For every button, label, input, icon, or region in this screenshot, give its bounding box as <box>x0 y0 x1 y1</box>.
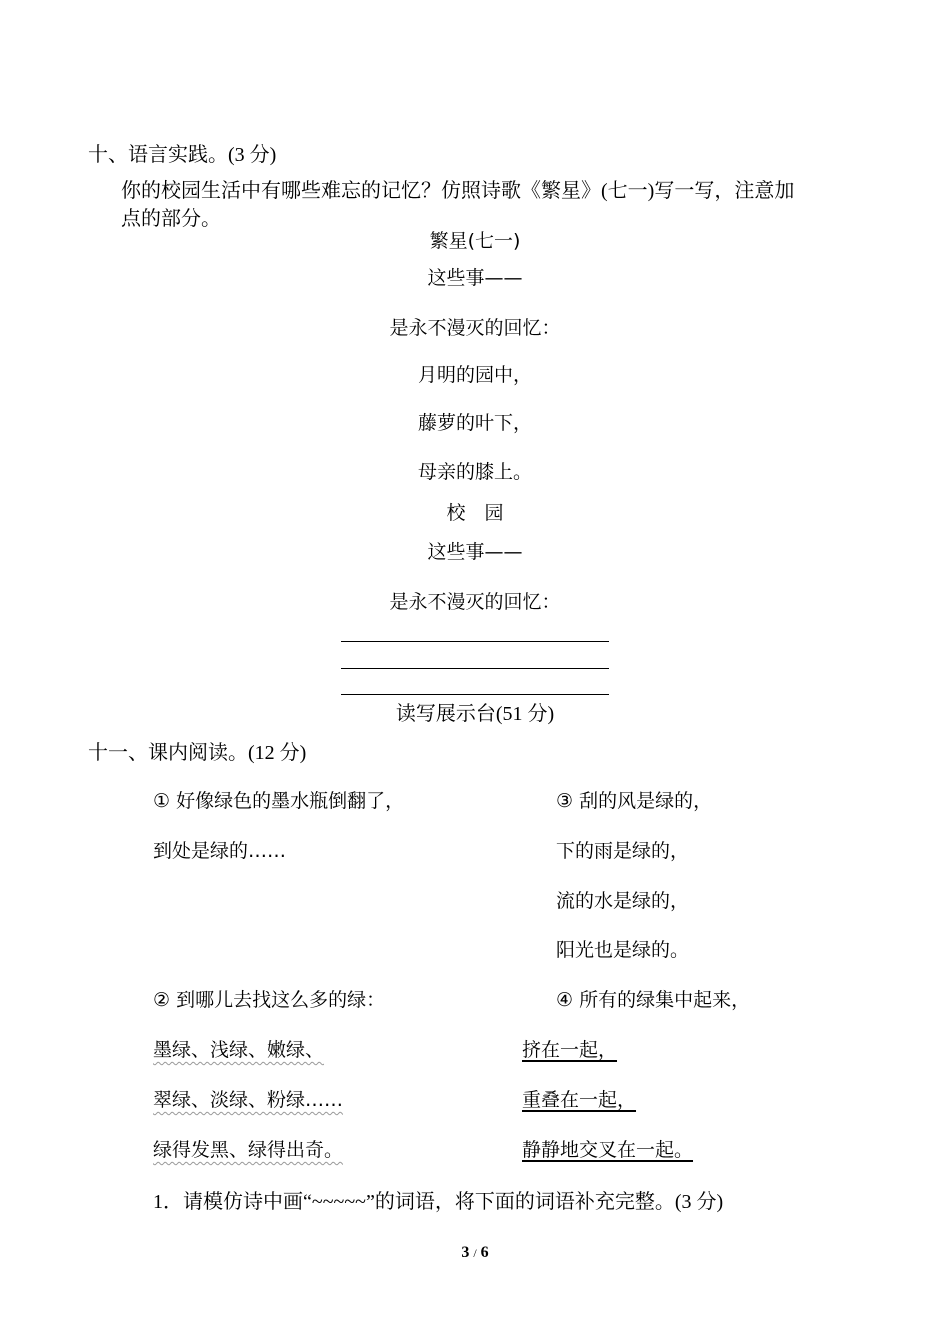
stanza-1-line: ① 好像绿色的墨水瓶倒翻了， <box>153 790 405 812</box>
stanza-2-wavy-line: 绿得发黑、绿得出奇。 <box>153 1139 344 1161</box>
stanza-3-line: ③ 刮的风是绿的， <box>556 790 713 812</box>
poem-line: 母亲的膝上。 <box>417 461 532 483</box>
stanza-3-line: 阳光也是绿的。 <box>556 939 690 961</box>
answer-blank-line[interactable] <box>341 641 609 642</box>
section-10-instruction-line-2: 点的部分。 <box>121 208 221 230</box>
stanza-3-line: 流的水是绿的， <box>556 890 690 912</box>
total-pages: 6 <box>480 1244 489 1261</box>
section-10-heading: 十、语言实践。(3 分) <box>88 144 277 166</box>
poem-line: 月明的园中， <box>417 364 532 386</box>
stanza-4-underlined-line: 重叠在一起， <box>522 1089 637 1111</box>
answer-blank-line[interactable] <box>341 668 609 669</box>
page-separator: / <box>473 1246 477 1260</box>
section-11-heading: 十一、课内阅读。(12 分) <box>88 742 307 764</box>
stanza-4-line: ④ 所有的绿集中起来， <box>556 989 751 1011</box>
stanza-4-underlined-line: 挤在一起， <box>522 1039 618 1061</box>
answer-blank-line[interactable] <box>341 694 609 695</box>
stanza-4-underlined-line: 静静地交叉在一起。 <box>522 1139 694 1161</box>
poem-line: 这些事—— <box>427 267 523 289</box>
stanza-2-line: ② 到哪儿去找这么多的绿： <box>153 989 386 1011</box>
section-banner: 读写展示台(51 分) <box>395 703 555 725</box>
stanza-2-wavy-line: 墨绿、浅绿、嫩绿、 <box>153 1039 325 1061</box>
stanza-1-line: 到处是绿的…… <box>153 840 287 862</box>
stanza-2-wavy-line: 翠绿、淡绿、粉绿…… <box>153 1089 344 1111</box>
stanza-3-line: 下的雨是绿的， <box>556 840 690 862</box>
page-number <box>0 1244 950 1262</box>
poem-title: 繁星(七一) <box>429 230 521 252</box>
imitation-line: 是永不漫灭的回忆： <box>389 591 561 613</box>
imitation-title: 校 园 <box>446 502 504 524</box>
current-page: 3 <box>461 1244 470 1261</box>
question-1: 1．请模仿诗中画“~~~~~”的词语，将下面的词语补充完整。(3 分) <box>153 1191 724 1213</box>
poem-line: 是永不漫灭的回忆： <box>389 317 561 339</box>
section-10-instruction-line-1: 你的校园生活中有哪些难忘的记忆？仿照诗歌《繁星》(七一)写一写，注意加 <box>121 180 795 202</box>
imitation-line: 这些事—— <box>427 541 523 563</box>
poem-line: 藤萝的叶下， <box>417 412 532 434</box>
